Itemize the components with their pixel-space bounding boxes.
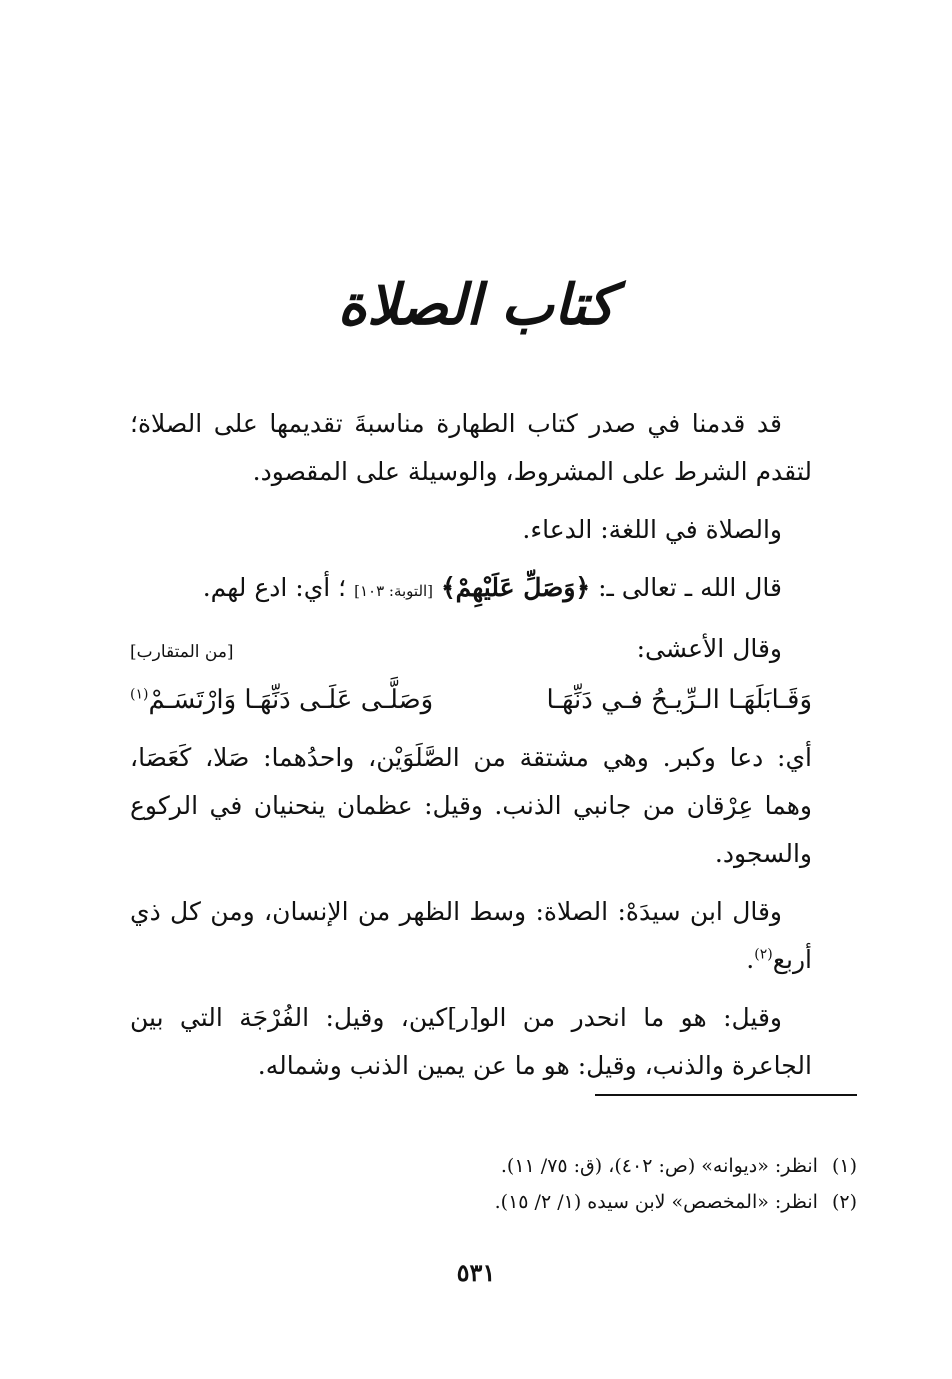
poem-header bbox=[130, 625, 812, 676]
paragraph-etymology: أي: دعا وكبر. وهي مشتقة من الصَّلَوَيْن، واحدُهما: صَلا، كَعَصَا، وهما عِرْقان من جانبي الذنب. وقيل: عظمان ينحنيان في الركوع والسجود. bbox=[130, 743, 812, 868]
ibn-sidah-end: . bbox=[746, 945, 755, 974]
quran-intro-text: قال الله ـ تعالى ـ: bbox=[590, 573, 782, 602]
page-number: ٥٣١ bbox=[456, 1258, 496, 1287]
footnote-2 bbox=[200, 1184, 857, 1220]
chapter-title: كتاب الصلاة bbox=[337, 272, 615, 338]
footnote-2-text: انظر: «المخصص» لابن سيده (١/ ٢/ ١٥). bbox=[494, 1191, 818, 1213]
footnote-1-number: (١) bbox=[831, 1155, 857, 1177]
quran-verse: ﴿وَصَلِّ عَلَيْهِمْ﴾ bbox=[440, 573, 591, 602]
footnote-marker-2: (٢) bbox=[754, 946, 773, 963]
footnote-2-number: (٢) bbox=[831, 1191, 857, 1213]
quran-explanation: ؛ أي: ادع لهم. bbox=[202, 573, 347, 602]
verse-first-hemistich: وَقَـابَلَهَـا الـرِّيـحُ فـي دَنِّهَـا bbox=[546, 685, 812, 715]
paragraph-ibn-sidah bbox=[130, 888, 812, 984]
paragraph-quran-citation bbox=[130, 564, 812, 615]
poet-intro: وقال الأعشى: bbox=[636, 634, 782, 663]
verse-second-hemistich bbox=[130, 676, 433, 724]
paragraph-other-views: وقيل: هو ما انحدر من الو[ر]كين، وقيل: الفُرْجَة التي بين الجاعرة والذنب، وقيل: هو ما عن يمين الذنب وشماله. bbox=[130, 1003, 812, 1080]
quran-reference: [التوبة: ١٠٣] bbox=[354, 582, 434, 600]
footnote-1 bbox=[200, 1148, 857, 1184]
ibn-sidah-text: وقال ابن سيدَهْ: الصلاة: وسط الظهر من الإنسان، ومن كل ذي أربع bbox=[130, 897, 812, 974]
footnotes bbox=[200, 1148, 857, 1220]
footnote-divider bbox=[595, 1094, 857, 1096]
verse-second-text: وَصَلَّـى عَلَـى دَنِّهَـا وَارْتَسَـمْ bbox=[148, 685, 434, 715]
paragraph-lexical-meaning: والصلاة في اللغة: الدعاء. bbox=[522, 515, 782, 544]
poem-verse bbox=[130, 676, 812, 724]
paragraph-intro: قد قدمنا في صدر كتاب الطهارة مناسبةَ تقديمها على الصلاة؛ لتقدم الشرط على المشروط، والوسيلة على المقصود. bbox=[130, 409, 812, 486]
footnote-1-text: انظر: «ديوانه» (ص: ٤٠٢)، (ق: ٧٥/ ١١). bbox=[500, 1155, 818, 1177]
body-text bbox=[130, 400, 812, 1100]
footnote-marker-1: (١) bbox=[130, 686, 149, 703]
poem-meter: [من المتقارب] bbox=[130, 642, 234, 662]
